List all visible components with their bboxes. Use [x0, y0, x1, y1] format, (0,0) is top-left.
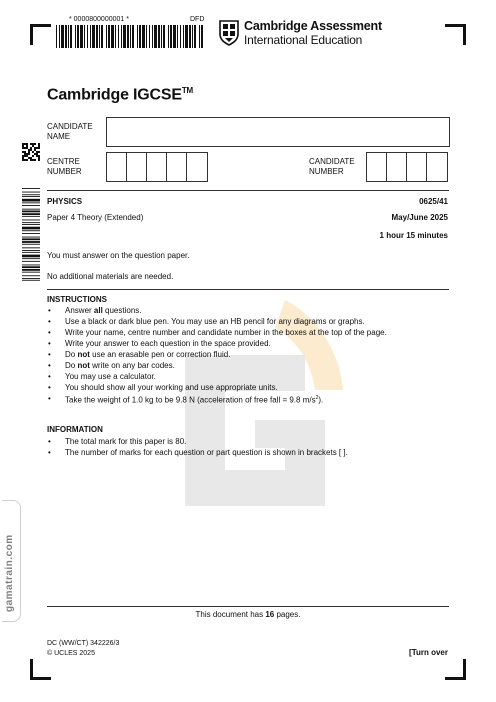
cambridge-shield-logo [219, 20, 239, 46]
exam-duration: 1 hour 15 minutes [379, 231, 448, 240]
information-heading: INFORMATION [47, 425, 103, 434]
centre-number-box[interactable] [127, 153, 147, 181]
turn-over-label: [Turn over [409, 648, 448, 657]
instruction-item: • You should show all your working and use appropriate units. [47, 382, 452, 393]
information-item: • The total mark for this paper is 80. [47, 436, 452, 447]
subject-name: PHYSICS [47, 197, 83, 206]
paper-name: Paper 4 Theory (Extended) [47, 213, 144, 222]
candidate-number-box[interactable] [407, 153, 427, 181]
brand-line-2: International Education [244, 33, 363, 47]
exam-session: May/June 2025 [391, 213, 448, 222]
instruction-item: • You may use a calculator. [47, 371, 452, 382]
candidate-number-box[interactable] [427, 153, 447, 181]
barcode-number: * 0000800000001 * [69, 16, 129, 23]
centre-number-label: CENTRE NUMBER [47, 157, 82, 176]
syllabus-code: 0625/41 [419, 197, 448, 206]
instruction-item: • Do not use an erasable pen or correction fluid. [47, 349, 452, 360]
centre-number-box[interactable] [167, 153, 187, 181]
side-barcode [18, 188, 40, 282]
candidate-name-box[interactable] [106, 117, 450, 147]
note-no-materials: No additional materials are needed. [47, 272, 174, 281]
corner-mark-bottom-left [30, 659, 51, 680]
paper-code-short: DFD [190, 16, 205, 23]
centre-number-boxes[interactable] [106, 152, 208, 182]
divider-line [47, 190, 449, 191]
candidate-number-box[interactable] [367, 153, 387, 181]
information-item: • The number of marks for each question or part question is shown in brackets [ ]. [47, 447, 452, 458]
footer-divider-line [47, 606, 449, 607]
document-reference: DC (WW/CT) 342226/3 [47, 640, 120, 647]
instruction-item: • Take the weight of 1.0 kg to be 9.8 N (acceleration of free fall = 9.8 $m/s^2$). [47, 393, 452, 406]
instructions-list [47, 305, 452, 406]
top-barcode [56, 25, 204, 48]
centre-number-box[interactable] [107, 153, 127, 181]
information-list [47, 436, 452, 458]
candidate-number-box[interactable] [387, 153, 407, 181]
page-title: Cambridge IGCSE™ [47, 86, 193, 104]
instruction-item: • Use a black or dark blue pen. You may use an HB pencil for any diagrams or graphs. [47, 316, 452, 327]
copyright-notice: © UCLES 2025 [47, 650, 95, 657]
corner-mark-top-left [30, 24, 51, 45]
centre-number-box[interactable] [147, 153, 167, 181]
brand-line-1: Cambridge Assessment [244, 19, 382, 33]
instruction-item: • Do not write on any bar codes. [47, 360, 452, 371]
instructions-heading: INSTRUCTIONS [47, 295, 107, 304]
qr-code [22, 143, 40, 161]
corner-mark-top-right [445, 24, 466, 45]
note-answer-on-paper: You must answer on the question paper. [47, 251, 190, 260]
candidate-number-label: CANDIDATE NUMBER [309, 157, 355, 176]
corner-mark-bottom-right [445, 659, 466, 680]
centre-number-box[interactable] [187, 153, 207, 181]
instruction-item: • Write your answer to each question in the space provided. [47, 338, 452, 349]
instruction-item: • Write your name, centre number and candidate number in the boxes at the top of the page. [47, 327, 452, 338]
instruction-item: • Answer all questions. [47, 305, 452, 316]
gamatrain-side-text: gamatrain.com [4, 534, 15, 612]
page-count-note: This document has 16 pages. [195, 610, 301, 619]
candidate-number-boxes[interactable] [366, 152, 448, 182]
candidate-name-label: CANDIDATE NAME [47, 122, 93, 141]
